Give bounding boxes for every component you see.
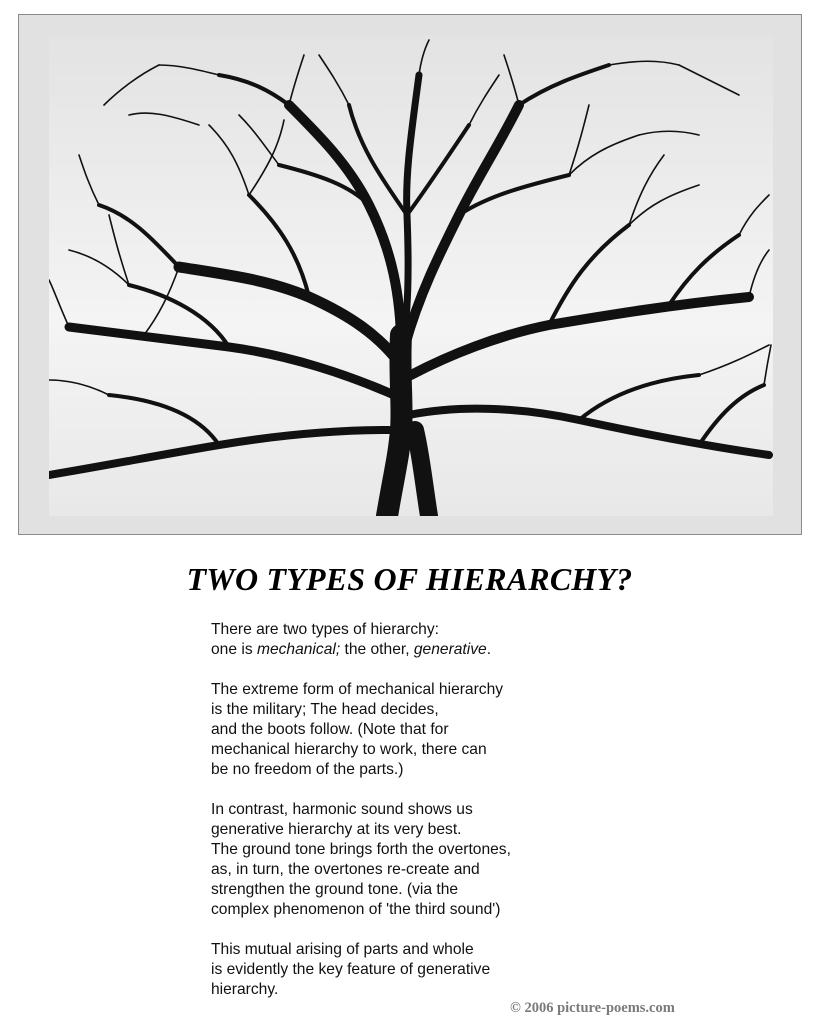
poem-line: strengthen the ground tone. (via the (211, 881, 459, 898)
stanza-3 (211, 800, 631, 920)
copyright-notice: © 2006 picture-poems.com (510, 1000, 675, 1016)
page-title: TWO TYPES OF HIERARCHY? (186, 561, 633, 597)
poem-line: mechanical hierarchy to work, there can (211, 741, 487, 758)
tree-silhouette (49, 35, 773, 516)
poem-body (211, 620, 631, 1020)
poem-line: The extreme form of mechanical hierarchy (211, 681, 504, 698)
emphasis-generative: generative (413, 641, 487, 658)
stanza-2 (211, 680, 631, 780)
poem-line: generative hierarchy at its very best. (211, 821, 462, 838)
tree-photo (49, 35, 773, 516)
poem-line: hierarchy. (211, 981, 279, 998)
poem-line (211, 640, 631, 660)
poem-text: the other, (340, 641, 414, 658)
stanza-1 (211, 620, 631, 660)
poem-line: complex phenomenon of 'the third sound') (211, 901, 501, 918)
poem-text: one is (211, 641, 257, 658)
poem-line: as, in turn, the overtones re-create and (211, 861, 480, 878)
poem-line: is the military; The head decides, (211, 701, 439, 718)
poem-line: The ground tone brings forth the overtones, (211, 841, 511, 858)
poem-line: and the boots follow. (Note that for (211, 721, 449, 738)
stanza-4 (211, 940, 631, 1000)
photo-frame (18, 14, 802, 535)
poem-line: be no freedom of the parts.) (211, 761, 404, 778)
poem-line: There are two types of hierarchy: (211, 621, 439, 638)
poem-line: In contrast, harmonic sound shows us (211, 801, 473, 818)
poem-line: This mutual arising of parts and whole (211, 941, 474, 958)
poem-text: . (486, 641, 492, 658)
emphasis-mechanical: mechanical; (256, 641, 341, 658)
poem-line: is evidently the key feature of generative (211, 961, 491, 978)
